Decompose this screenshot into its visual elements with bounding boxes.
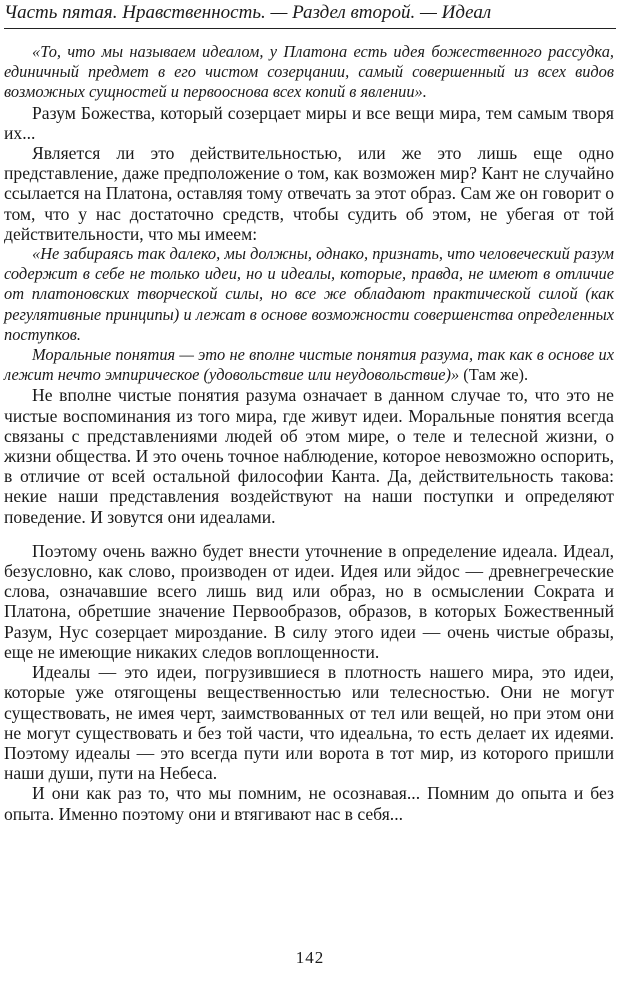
quote-text: Моральные понятия — это не вполне чистые понятия разума, так как в основе их лежит нечто эмпирическое (удовольствие или неудовольствие)» [4,345,614,385]
paragraph: И они как раз то, что мы помним, не осознавая... Помним до опыта и без опыта. Именно поэтому они и втягивают нас в себя... [4,783,614,824]
quote-paragraph: «Не забираясь так далеко, мы должны, однако, признать, что человеческий разум содержит в себе не только идеи, но и идеалы, которые, правда, не имеют в отличие от платоновских творческой силы, но все же обладают практической силой (как регулятивные принципы) и лежат в основе возможности совершенства определенных поступков. [4,244,614,344]
paragraph: Не вполне чистые понятия разума означает в данном случае то, что это не чистые воспоминания из того мира, где живут идеи. Моральные понятия всегда связаны с представлениями людей об этом мире, о теле и телесной жизни, о жизни общества. И это очень точное наблюдение, которое невозможно оспорить, в отличие от всей остальной философии Канта. Да, действительность такова: некие наши представления воздействуют на наши поступки и определяют поведение. И зовутся они идеалами. [4,385,614,527]
page-body [4,42,614,824]
paragraph: Разум Божества, который созерцает миры и все вещи мира, тем самым творя их... [4,102,614,143]
quote-paragraph: «То, что мы называем идеалом, у Платона есть идея божественного рассудка, единичный предмет в его чистом созерцании, самый совершенный из всех видов возможных сущностей и первооснова всех копий в явлении». [4,42,614,102]
page-number: 142 [295,948,325,967]
paragraph: Поэтому очень важно будет внести уточнение в определение идеала. Идеал, безусловно, как слово, производен от идеи. Идея или эйдос — древнегреческие слова, означавшие всего лишь вид или образ, но в осмыслении Сократа и Платона, обретшие значение Первообразов, образов, в которых Божественный Разум, Нус созерцает мироздание. В силу этого идеи — очень чистые образы, еще не имеющие никаких следов воплощенности. [4,540,614,662]
section-gap [4,527,614,541]
quote-paragraph-with-citation [4,345,614,385]
running-header: Часть пятая. Нравственность. — Раздел второй. — Идеал [4,0,616,29]
paragraph: Идеалы — это идеи, погрузившиеся в плотность нашего мира, это идеи, которые уже отягощены вещественностью или телесностью. Они не могут существовать, не имея черт, заимствованных от тел или вещей, но при этом они не могут существовать и без той части, что идеальна, то есть делает их идеями. Поэтому идеалы — это всегда пути или ворота в тот мир, из которого пришли наши души, пути на Небеса. [4,662,614,784]
citation: (Там же). [459,365,529,385]
paragraph: Является ли это действительностью, или же это лишь еще одно представление, даже предположение о том, как возможен мир? Кант не случайно ссылается на Платона, оставляя тому отвечать за этот образ. Сам же он говорит о том, что у нас достаточно средств, чтобы судить об этом, не убегая от той действительности, что мы имеем: [4,143,614,244]
